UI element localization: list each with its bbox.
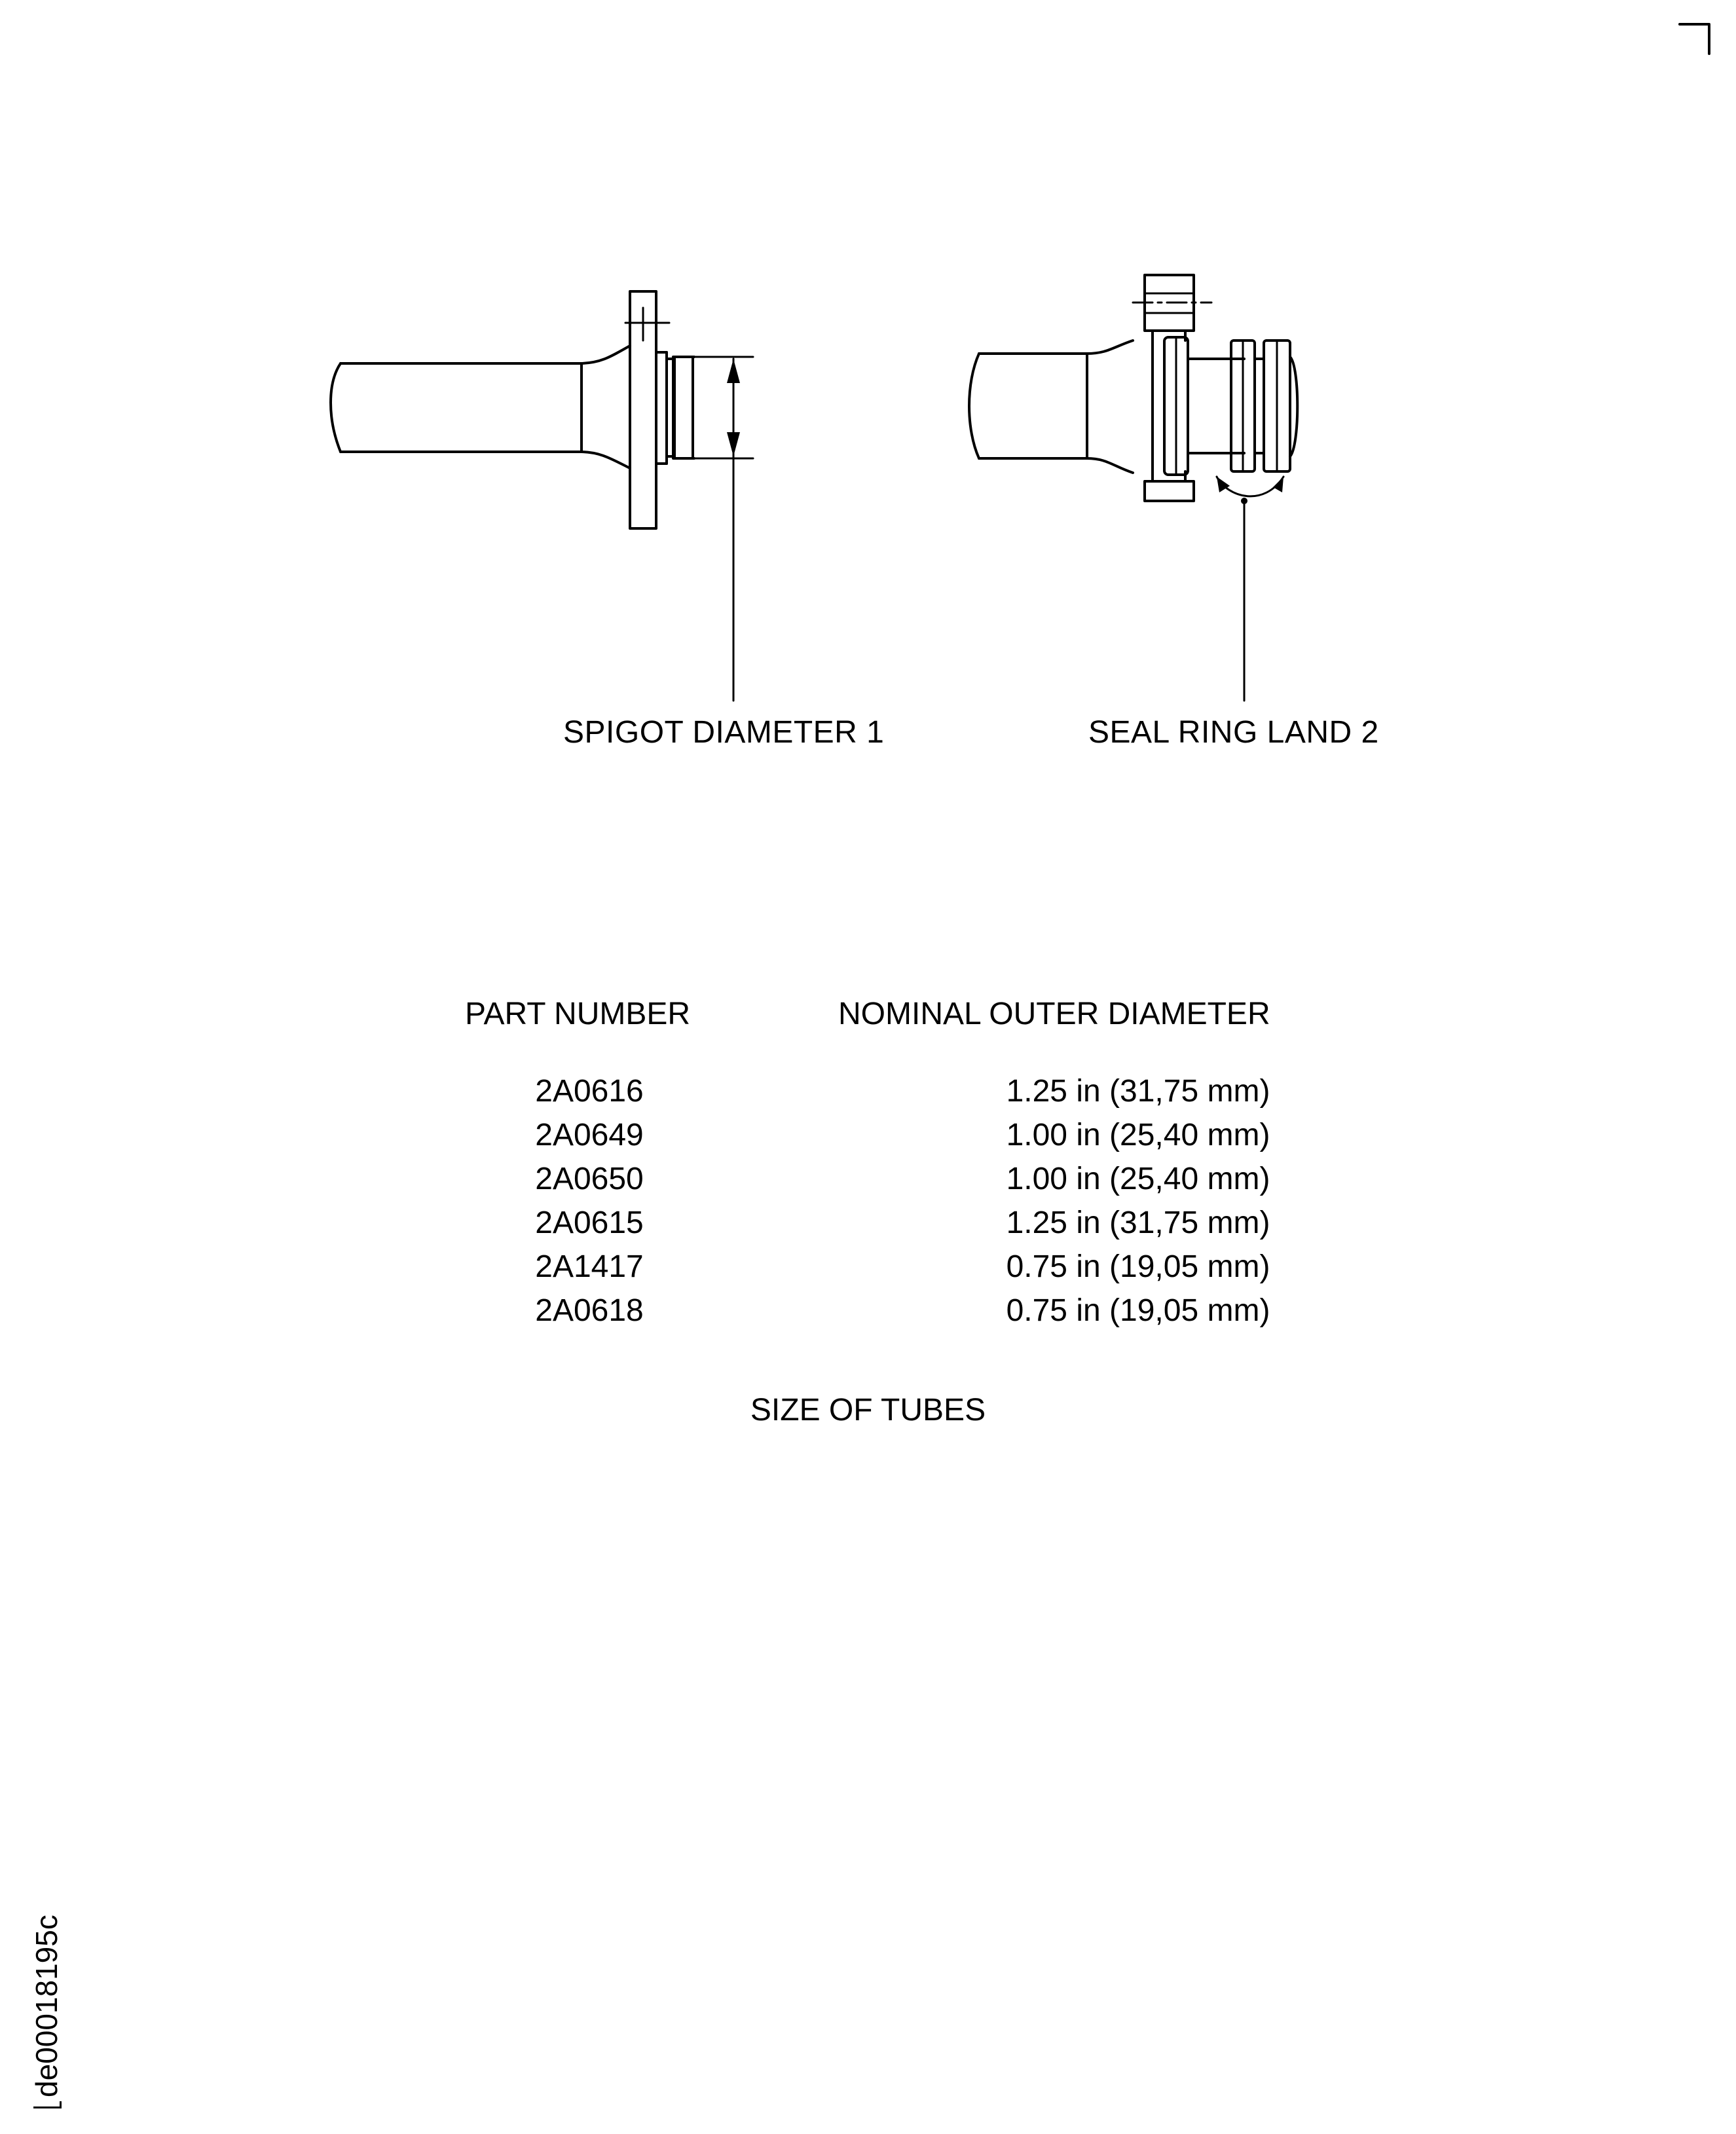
table-caption: SIZE OF TUBES xyxy=(750,1393,986,1427)
table-row: 2A0650 1.00 in (25,40 mm) xyxy=(458,1164,1310,1207)
table-row: 2A0615 1.25 in (31,75 mm) xyxy=(458,1207,1310,1251)
table-body xyxy=(458,1076,1310,1339)
corner-mark xyxy=(1680,24,1709,54)
figure-id xyxy=(31,1915,62,2108)
part-number-cell: 2A0615 xyxy=(535,1205,644,1240)
part-number-cell: 2A0616 xyxy=(535,1074,644,1109)
seal-ring-tube xyxy=(969,275,1297,701)
part-number-cell: 2A0649 xyxy=(535,1118,644,1152)
figure-id-bracket xyxy=(33,2101,62,2108)
part-number-cell: 2A0618 xyxy=(535,1293,644,1328)
part-number-cell: 2A0650 xyxy=(535,1162,644,1196)
part-number-cell: 2A1417 xyxy=(535,1249,644,1284)
spigot-diameter-label: SPIGOT DIAMETER 1 xyxy=(563,715,885,750)
header-part-number: PART NUMBER xyxy=(465,997,691,1031)
spigot-tube xyxy=(331,291,753,701)
figure-id-text: de00018195c xyxy=(29,1915,64,2097)
table-row: 2A1417 0.75 in (19,05 mm) xyxy=(458,1251,1310,1295)
seal-ring-land-label: SEAL RING LAND 2 xyxy=(1088,715,1379,750)
table-row: 2A0618 0.75 in (19,05 mm) xyxy=(458,1295,1310,1339)
table-row: 2A0649 1.00 in (25,40 mm) xyxy=(458,1120,1310,1164)
table-row: 2A0616 1.25 in (31,75 mm) xyxy=(458,1076,1310,1120)
header-nominal-outer-diameter: NOMINAL OUTER DIAMETER xyxy=(838,997,1270,1031)
